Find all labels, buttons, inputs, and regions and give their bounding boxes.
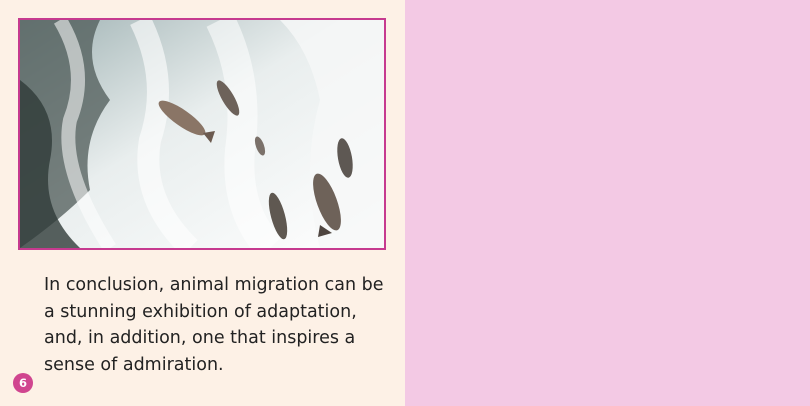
body-text: In conclusion, animal migration can be a stunning exhibition of adaptation, and, in addition, one that inspires a sense of admiration. <box>44 275 384 375</box>
salmon-waterfall-photo <box>18 18 386 250</box>
right-page <box>405 0 810 406</box>
page-number: 6 <box>13 373 33 393</box>
